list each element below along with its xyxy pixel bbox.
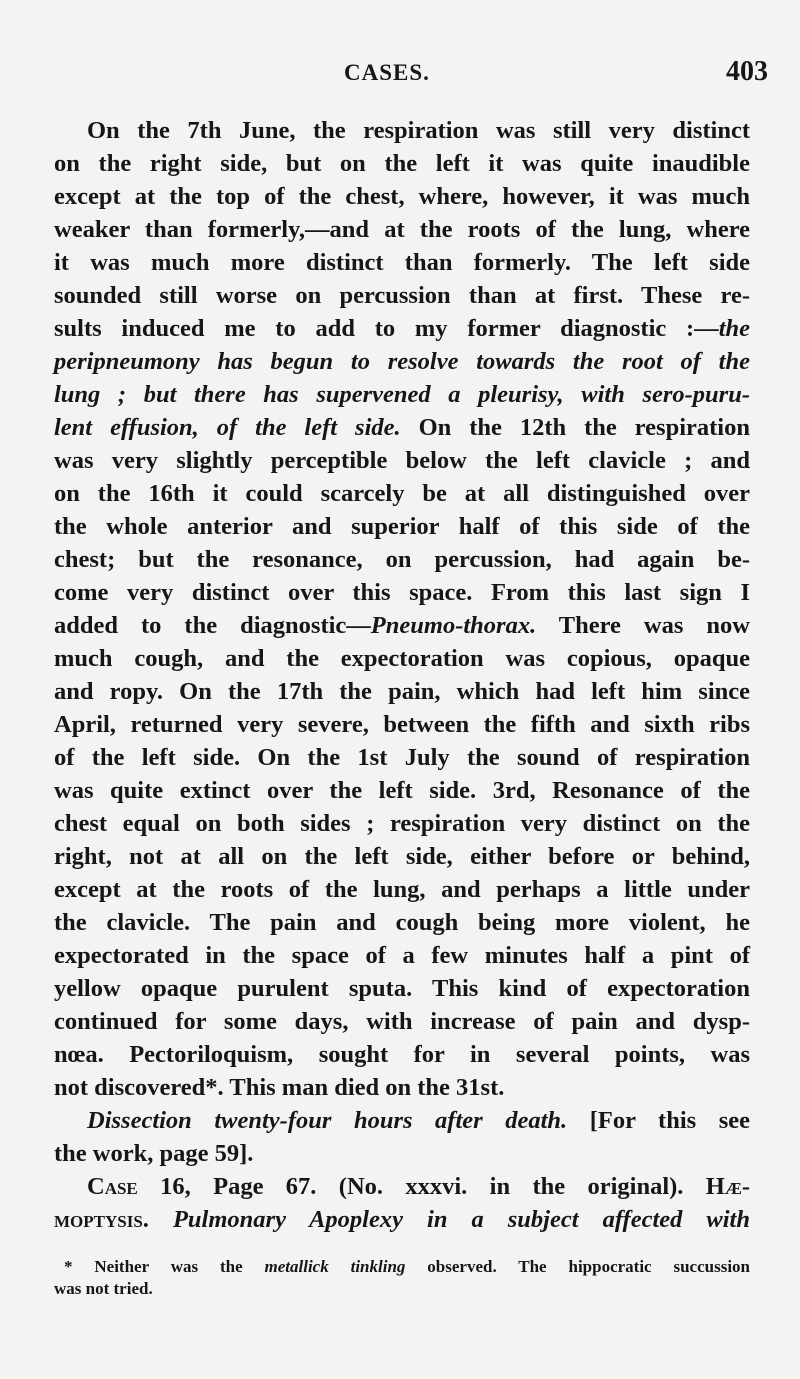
text-line: yellow opaque purulent sputa. This kind of expectoration <box>54 975 750 1002</box>
italic-text: Dissection twenty-four hours after death. <box>87 1107 568 1134</box>
text-line: April, returned very severe, between the fifth and sixth ribs <box>54 711 750 738</box>
page-header <box>0 56 800 92</box>
text-line: weaker than formerly,—and at the roots of the lung, where <box>54 216 750 243</box>
text-line: on the right side, but on the left it was quite inaudible <box>54 150 750 177</box>
text-line: it was much more distinct than formerly. The left side <box>54 249 750 276</box>
text-line: and ropy. On the 17th the pain, which had left him since <box>54 678 750 705</box>
text-line: Case 16, Page 67. (No. xxxvi. in the original). Hæ- <box>87 1173 750 1200</box>
text-line: except at the top of the chest, where, however, it was much <box>54 183 750 210</box>
italic-text: Pneumo-thorax. <box>370 612 537 639</box>
text-line: not discovered*. This man died on the 31st. <box>54 1074 505 1101</box>
italic-text: peripneumony has begun to resolve towards the root of the <box>54 348 750 375</box>
text-line: on the 16th it could scarcely be at all distinguished over <box>54 480 750 507</box>
text-line: Dissection twenty-four hours after death. [For this see <box>87 1107 750 1134</box>
italic-text: metallick tinkling <box>264 1257 406 1276</box>
italic-text: lung ; but there has supervened a pleurisy, with sero-puru- <box>54 381 750 408</box>
page-number: 403 <box>726 56 768 87</box>
text-line: the work, page 59]. <box>54 1140 254 1167</box>
footnote-line: was not tried. <box>54 1279 153 1298</box>
text-line: come very distinct over this space. From this last sign I <box>54 579 750 606</box>
text-line <box>54 378 750 411</box>
text-line: much cough, and the expectoration was copious, opaque <box>54 645 750 672</box>
body-text <box>54 114 750 1236</box>
italic-text: lent effusion, of the left side. <box>54 414 401 441</box>
italic-text: Pulmonary Apoplexy in a subject affected with <box>148 1206 750 1233</box>
footnote-line: * Neither was the metallick tinkling observed. The hippocratic succussion <box>64 1257 750 1276</box>
text-line: lent effusion, of the left side. On the 12th the respiration <box>54 414 750 441</box>
small-caps-text: Case <box>87 1173 138 1200</box>
running-head: CASES. <box>344 60 430 85</box>
text-line: continued for some days, with increase of pain and dysp- <box>54 1008 750 1035</box>
small-caps-text: moptysis. <box>54 1206 149 1233</box>
text-line: right, not at all on the left side, either before or behind, <box>54 843 750 870</box>
text-line <box>54 1203 750 1236</box>
text-line: On the 7th June, the respiration was still very distinct <box>87 117 750 144</box>
text-line: chest equal on both sides ; respiration very distinct on the <box>54 810 750 837</box>
text-line: expectorated in the space of a few minutes half a pint of <box>54 942 750 969</box>
text-line: the whole anterior and superior half of this side of the <box>54 513 750 540</box>
text-line: chest; but the resonance, on percussion, had again be- <box>54 546 750 573</box>
text-line: added to the diagnostic—Pneumo-thorax. There was now <box>54 612 750 639</box>
text-line: sounded still worse on percussion than at first. These re- <box>54 282 750 309</box>
text-line: was very slightly perceptible below the left clavicle ; and <box>54 447 750 474</box>
text-line: sults induced me to add to my former diagnostic :—the <box>54 315 750 342</box>
footnote <box>54 1256 750 1300</box>
small-caps-text: Hæ- <box>705 1173 750 1200</box>
italic-text: the <box>718 315 750 342</box>
text-line: was quite extinct over the left side. 3rd, Resonance of the <box>54 777 750 804</box>
text-line: the clavicle. The pain and cough being more violent, he <box>54 909 750 936</box>
text-line: of the left side. On the 1st July the sound of respiration <box>54 744 750 771</box>
text-line: except at the roots of the lung, and perhaps a little under <box>54 876 750 903</box>
text-line: nœa. Pectoriloquism, sought for in several points, was <box>54 1041 750 1068</box>
text-line <box>54 345 750 378</box>
